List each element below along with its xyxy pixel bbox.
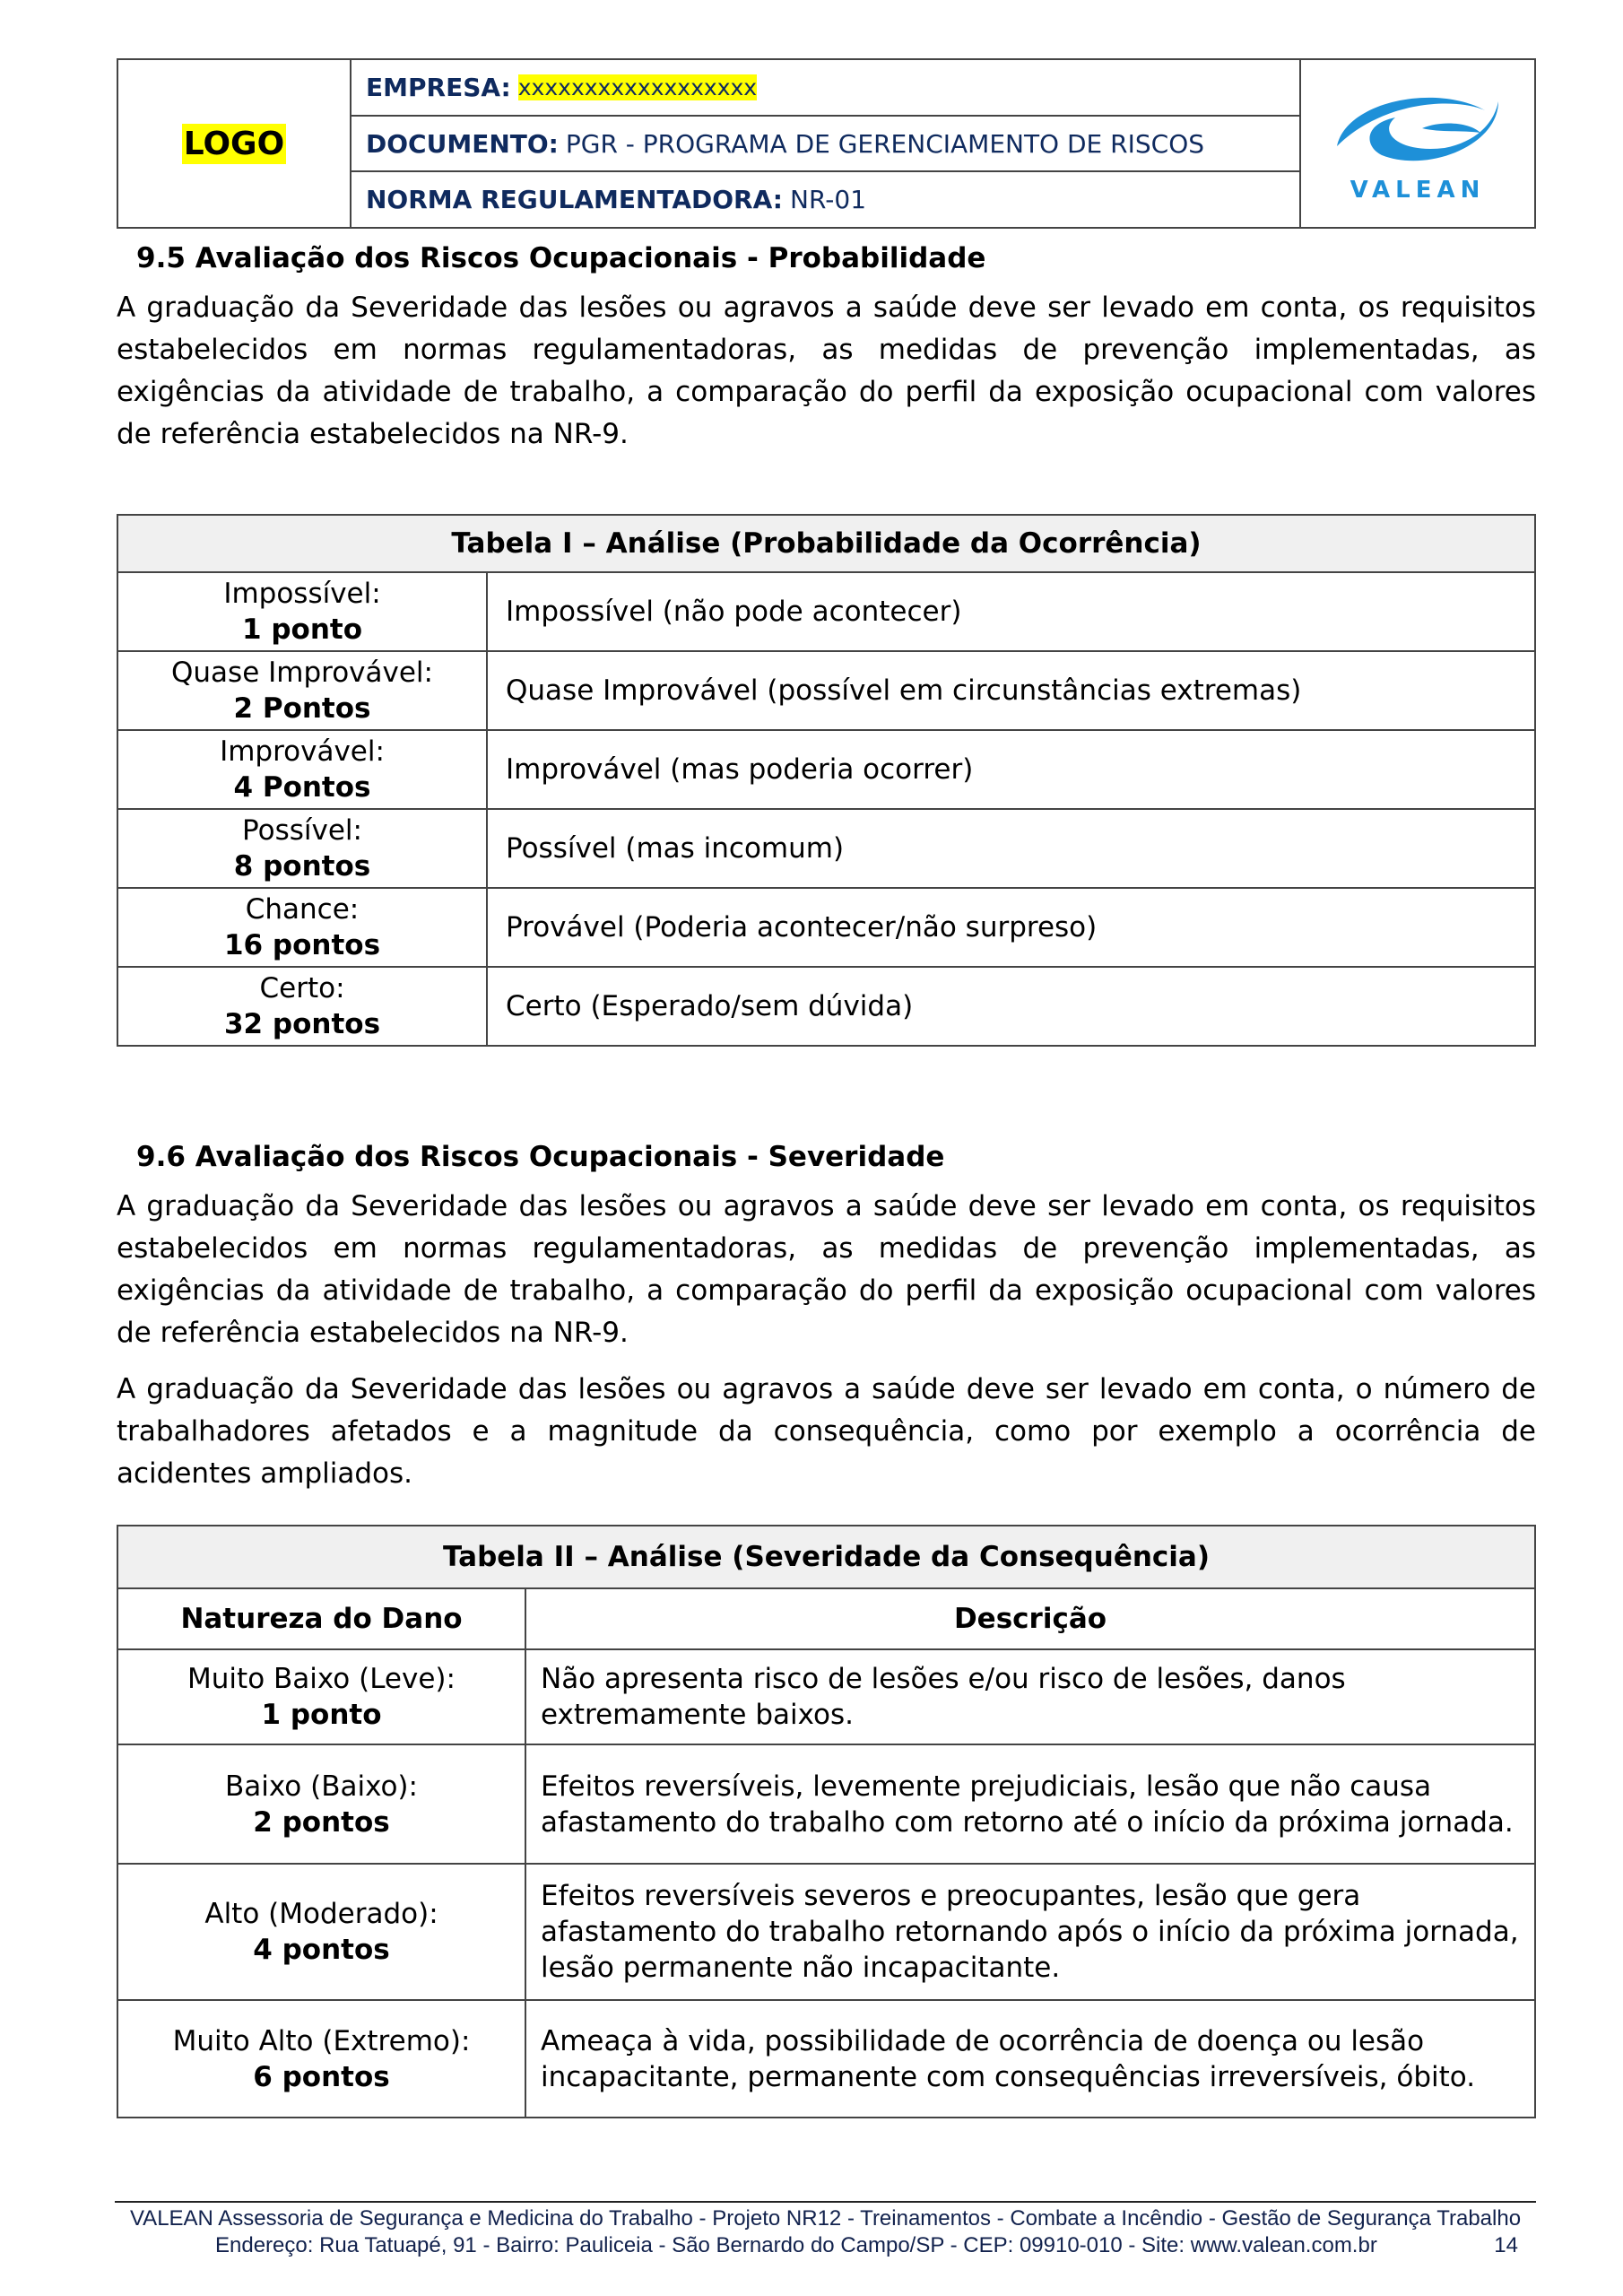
table-row xyxy=(117,572,1535,651)
severity-table xyxy=(117,1525,1536,2118)
table-row xyxy=(117,1649,1535,1744)
documento-row xyxy=(352,115,1299,171)
level-label: Muito Baixo (Leve): xyxy=(187,1663,456,1695)
level-points: 2 pontos xyxy=(253,1805,390,1839)
level-points: 6 pontos xyxy=(253,2060,390,2093)
description-cell: Efeitos reversíveis severos e preocupantes, lesão que gera afastamento do trabalho retornando após o início da próxima jornada, lesão permanente não incapacitante. xyxy=(525,1864,1535,2000)
level-points: 1 ponto xyxy=(261,1699,382,1731)
level-cell xyxy=(117,809,487,888)
footer-divider xyxy=(115,2201,1536,2203)
norma-label: NORMA REGULAMENTADORA: xyxy=(366,185,784,215)
level-label: Quase Improvável: xyxy=(171,657,433,689)
description-cell: Não apresenta risco de lesões e/ou risco de lesões, danos extremamente baixos. xyxy=(525,1649,1535,1744)
description-cell: Improvável (mas poderia ocorrer) xyxy=(487,730,1535,809)
level-cell xyxy=(117,888,487,967)
empresa-label: EMPRESA: xyxy=(366,72,511,102)
documento-label: DOCUMENTO: xyxy=(366,128,559,159)
probability-table xyxy=(117,514,1536,1047)
footer-address-line xyxy=(115,2233,1536,2258)
level-cell xyxy=(117,2000,525,2118)
level-label: Chance: xyxy=(245,893,360,926)
table-row xyxy=(117,651,1535,730)
page-number: 14 xyxy=(1494,2233,1518,2257)
level-points: 4 Pontos xyxy=(233,771,371,804)
empresa-row xyxy=(352,60,1299,115)
valean-swirl-icon xyxy=(1328,83,1507,173)
description-cell: Impossível (não pode acontecer) xyxy=(487,572,1535,651)
description-cell: Possível (mas incomum) xyxy=(487,809,1535,888)
document-header xyxy=(117,58,1536,229)
table-row xyxy=(117,1744,1535,1864)
level-label: Improvável: xyxy=(220,735,385,768)
table-row xyxy=(117,1864,1535,2000)
level-cell xyxy=(117,730,487,809)
section-heading-9-5: 9.5 Avaliação dos Riscos Ocupacionais - Probabilidade xyxy=(136,242,986,274)
level-label: Possível: xyxy=(242,814,362,847)
level-label: Baixo (Baixo): xyxy=(225,1770,418,1803)
level-cell xyxy=(117,1864,525,2000)
level-points: 16 pontos xyxy=(223,929,381,961)
severity-table-caption: Tabela II – Análise (Severidade da Consequência) xyxy=(117,1526,1535,1588)
level-cell xyxy=(117,572,487,651)
empresa-value: xxxxxxxxxxxxxxxxxx xyxy=(517,74,758,100)
level-cell xyxy=(117,1744,525,1864)
level-points: 1 ponto xyxy=(241,613,363,646)
description-cell: Quase Improvável (possível em circunstâncias extremas) xyxy=(487,651,1535,730)
probability-table-caption: Tabela I – Análise (Probabilidade da Ocorrência) xyxy=(117,515,1535,572)
client-logo-placeholder xyxy=(118,60,352,227)
header-info xyxy=(352,60,1301,227)
description-cell: Efeitos reversíveis, levemente prejudiciais, lesão que não causa afastamento do trabalho com retorno até o início da próxima jornada. xyxy=(525,1744,1535,1864)
level-label: Muito Alto (Extremo): xyxy=(172,2024,471,2057)
level-points: 8 pontos xyxy=(233,850,371,883)
level-cell xyxy=(117,967,487,1046)
section-heading-9-6: 9.6 Avaliação dos Riscos Ocupacionais - Severidade xyxy=(136,1141,945,1173)
description-cell: Certo (Esperado/sem dúvida) xyxy=(487,967,1535,1046)
section-9-5-paragraph: A graduação da Severidade das lesões ou agravos a saúde deve ser levado em conta, os requisitos estabelecidos em normas regulamentadoras, as medidas de prevenção implementadas, as exigências da atividade de trabalho, a comparação do perfil da exposição ocupacional com valores de referência estabelecidos na NR-9. xyxy=(117,291,1536,450)
logo-placeholder-text: LOGO xyxy=(183,125,285,162)
footer-company-line: VALEAN Assessoria de Segurança e Medicina do Trabalho - Projeto NR12 - Treinamentos - Combate a Incêndio - Gestão de Segurança Trabalho xyxy=(129,2206,1522,2231)
norma-row xyxy=(352,170,1299,227)
description-cell: Provável (Poderia acontecer/não surpreso) xyxy=(487,888,1535,967)
norma-value: NR-01 xyxy=(790,185,867,215)
table-row xyxy=(117,888,1535,967)
table-row xyxy=(117,730,1535,809)
column-header-descricao: Descrição xyxy=(525,1588,1535,1649)
section-9-6-paragraph-1: A graduação da Severidade das lesões ou agravos a saúde deve ser levado em conta, os requisitos estabelecidos em normas regulamentadoras, as medidas de prevenção implementadas, as exigências da atividade de trabalho, a comparação do perfil da exposição ocupacional com valores de referência estabelecidos na NR-9. xyxy=(117,1190,1536,1349)
level-points: 4 pontos xyxy=(253,1934,390,1966)
level-points: 32 pontos xyxy=(223,1008,381,1040)
level-cell xyxy=(117,1649,525,1744)
brand-name: VALEAN xyxy=(1350,177,1486,204)
level-label: Alto (Moderado): xyxy=(204,1898,438,1930)
level-label: Impossível: xyxy=(223,578,381,610)
level-label: Certo: xyxy=(259,972,345,1004)
valean-logo xyxy=(1301,60,1534,227)
table-row xyxy=(117,809,1535,888)
documento-value: PGR - PROGRAMA DE GERENCIAMENTO DE RISCOS xyxy=(565,128,1204,159)
footer-address: Endereço: Rua Tatuapé, 91 - Bairro: Pauliceia - São Bernardo do Campo/SP - CEP: 09910-010 - Site: www.valean.com.br xyxy=(215,2233,1377,2257)
description-cell: Ameaça à vida, possibilidade de ocorrência de doença ou lesão incapacitante, permanente com consequências irreversíveis, óbito. xyxy=(525,2000,1535,2118)
section-9-6-paragraph-2: A graduação da Severidade das lesões ou agravos a saúde deve ser levado em conta, o número de trabalhadores afetados e a magnitude da consequência, como por exemplo a ocorrência de acidentes ampliados. xyxy=(117,1373,1536,1490)
table-row xyxy=(117,2000,1535,2118)
column-header-natureza: Natureza do Dano xyxy=(117,1588,525,1649)
level-points: 2 Pontos xyxy=(233,692,371,725)
table-row xyxy=(117,967,1535,1046)
level-cell xyxy=(117,651,487,730)
